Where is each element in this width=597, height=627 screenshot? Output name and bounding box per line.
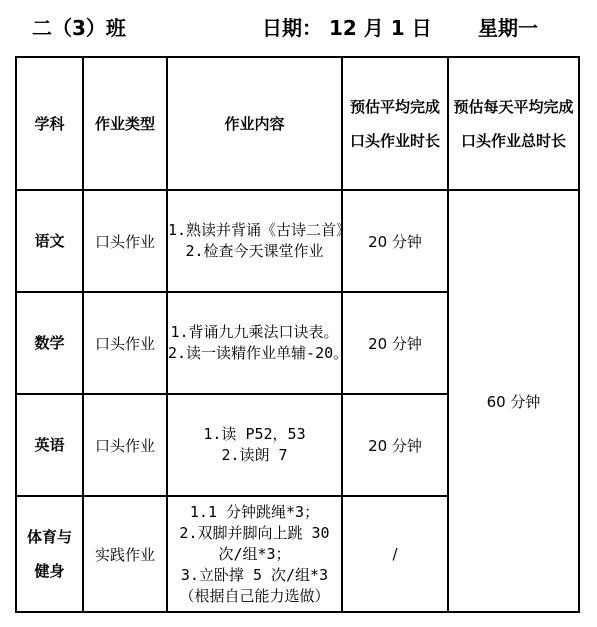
content-line: 2.读朗 7: [221, 446, 288, 464]
content-line: 2.双脚并脚向上跳 30 次/组*3；: [179, 523, 330, 563]
content-line: 2.读一读精作业单辅-20。: [168, 344, 349, 362]
type-cell: 实践作业: [83, 496, 167, 612]
col-header-content: 作业内容: [167, 57, 342, 190]
type-cell: 口头作业: [83, 190, 167, 292]
subject-cell: 数学: [16, 292, 83, 394]
type-cell: 口头作业: [83, 394, 167, 496]
weekday-label: 星期一: [478, 16, 538, 40]
subject-cell: 英语: [16, 394, 83, 496]
subject-cell: 语文: [16, 190, 83, 292]
content-line: 1.读 P52，53: [203, 425, 306, 443]
total-time-cell: 60 分钟: [448, 190, 579, 612]
time-cell: 20 分钟: [342, 190, 448, 292]
col-header-type: 作业类型: [83, 57, 167, 190]
homework-table: [15, 56, 580, 613]
content-line: 3.立卧撑 5 次/组*3（根据自己能力选做）: [179, 565, 330, 605]
time-cell: 20 分钟: [342, 292, 448, 394]
content-cell: [167, 292, 349, 394]
col-header-avg-time: 预估平均完成口头作业时长: [342, 57, 448, 190]
content-cell: [167, 190, 352, 292]
subject-cell: 体育与健身: [16, 496, 83, 612]
date-label: 日期： 12 月 1 日: [262, 16, 432, 40]
content-cell: [167, 394, 342, 496]
content-line: 2.检查今天课堂作业: [185, 242, 324, 260]
type-cell: 口头作业: [83, 292, 167, 394]
content-line: 1.1 分钟跳绳*3；: [189, 502, 320, 521]
time-cell: /: [342, 496, 448, 612]
content-cell: [167, 496, 342, 612]
class-label: 二（3）班: [32, 16, 126, 40]
col-header-subject: 学科: [16, 57, 83, 190]
table-header-row: [16, 57, 579, 190]
content-line: 1.背诵九九乘法口诀表。: [170, 323, 339, 341]
time-cell: 20 分钟: [342, 394, 448, 496]
col-header-total-time: 预估每天平均完成口头作业总时长: [448, 57, 579, 190]
table-row: [16, 190, 579, 292]
content-line: 1.熟读并背诵《古诗二首》: [168, 221, 352, 239]
header: [0, 6, 597, 46]
